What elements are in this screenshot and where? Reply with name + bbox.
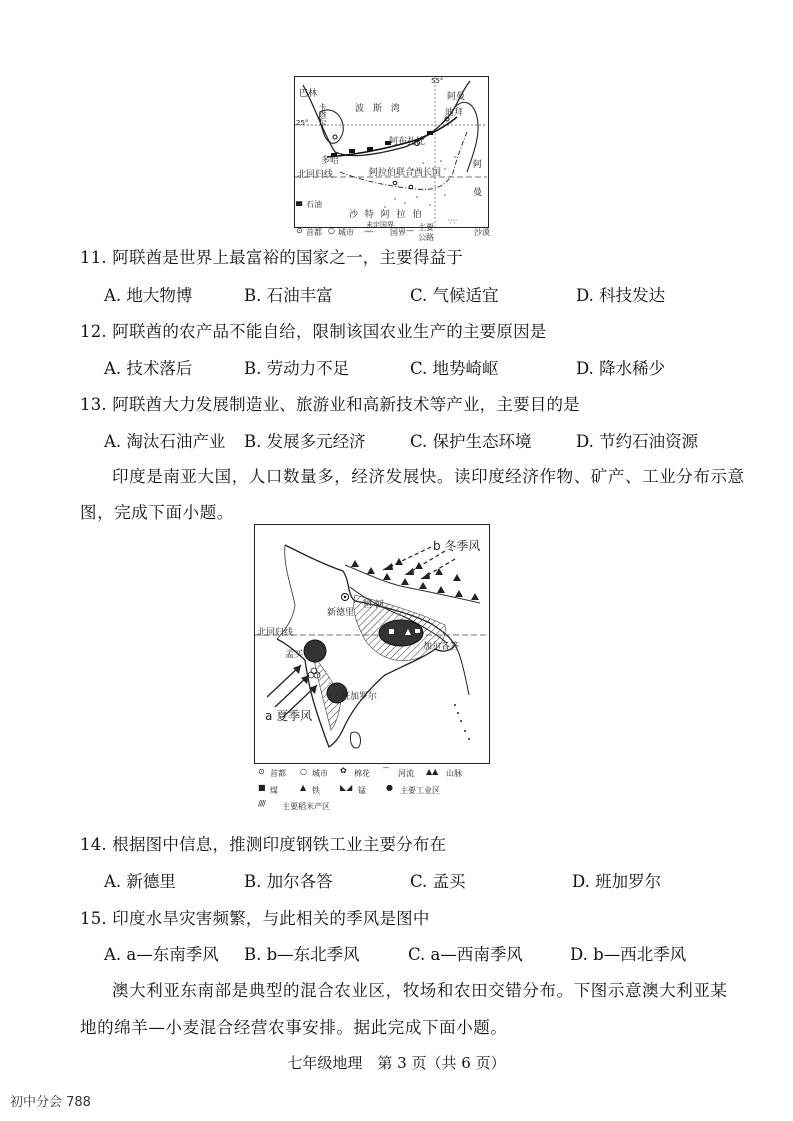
capital-legend-icon: ⊙ — [258, 767, 265, 776]
q14-option-b[interactable]: B. 加尔各答 — [244, 872, 333, 891]
map1-label-oman-right-1: 阿 — [473, 160, 483, 170]
q13-option-a[interactable]: A. 淘汰石油产业 — [104, 432, 226, 451]
legend-oil-label: 石油 — [306, 200, 322, 209]
map2-legend-mountain: 山脉 — [446, 769, 462, 778]
india-map — [254, 524, 490, 764]
q15-option-a[interactable]: A. a—东南季风 — [104, 945, 219, 964]
q14-option-c[interactable]: C. 孟买 — [410, 872, 466, 891]
map1-label-oman-right-2: 曼 — [473, 188, 483, 198]
city-legend-icon: ○ — [328, 226, 335, 235]
question-11-stem: 11. 阿联酋是世界上最富裕的国家之一，主要得益于 — [80, 248, 463, 267]
map1-label-uae: 阿拉伯联合酋长国 — [369, 168, 442, 178]
industrial-legend-icon: ● — [386, 783, 393, 792]
question-15-stem: 15. 印度水旱灾害频繁，与此相关的季风是图中 — [80, 909, 430, 928]
page-footer: 七年级地理 第 3 页（共 6 页） — [287, 1054, 506, 1072]
uae-map — [294, 76, 489, 228]
oil-legend-icon: ▄ — [296, 197, 303, 206]
capital-legend-icon: ⊙ — [296, 226, 303, 235]
river-legend-icon: ⌒ — [382, 767, 390, 776]
source-stamp: 初中分会 788 — [10, 1095, 91, 1110]
map1-label-persian-gulf: 波 斯 湾 — [355, 104, 403, 114]
legend-border-undefined-label: 未定国界 — [366, 221, 394, 229]
map2-legend-capital: 首都 — [270, 769, 286, 778]
map1-legend — [294, 197, 494, 242]
legend-desert-label: 沙漠 — [474, 228, 490, 237]
map1-label-lat: 25° — [296, 119, 309, 127]
q14-option-d[interactable]: D. 班加罗尔 — [572, 872, 662, 891]
q12-option-a[interactable]: A. 技术落后 — [104, 359, 193, 378]
question-13-stem: 13. 阿联酋大力发展制造业、旅游业和高新技术等产业，主要目的是 — [80, 395, 580, 414]
map2-legend-cotton: 棉花 — [354, 769, 370, 778]
map2-label-bangalore: 班加罗尔 — [341, 692, 378, 702]
q14-option-a[interactable]: A. 新德里 — [104, 872, 176, 891]
highway-legend-icon: — — [406, 226, 414, 235]
map2-legend-rice: 主要稻米产区 — [282, 802, 330, 811]
legend-capital-label: 首都 — [306, 228, 322, 237]
map2-label-kolkata: 加尔各答 — [423, 642, 460, 652]
question-12-stem: 12. 阿联酋的农产品不能自给，限制该国农业生产的主要原因是 — [80, 322, 547, 341]
map1-label-abu-dhabi: 阿布扎比 — [389, 137, 426, 147]
iron-legend-icon: ▲ — [300, 783, 307, 792]
coal-legend-icon: ■ — [258, 783, 266, 792]
city-legend-icon: ○ — [300, 767, 307, 776]
map2-legend-manganese: 锰 — [358, 786, 366, 795]
map1-label-bahrain: 巴林 — [299, 89, 318, 99]
rice-legend-icon: //// — [258, 799, 265, 808]
map2-label-summer-monsoon: a 夏季风 — [265, 709, 313, 723]
q15-option-d[interactable]: D. b—西北季风 — [570, 945, 687, 964]
map2-legend-coal: 煤 — [270, 786, 278, 795]
q12-option-d[interactable]: D. 降水稀少 — [576, 359, 666, 378]
q12-option-b[interactable]: B. 劳动力不足 — [244, 359, 350, 378]
legend-border-label: 国界 — [390, 228, 406, 237]
map2-label-winter-monsoon: b 冬季风 — [433, 539, 481, 553]
question-14-stem: 14. 根据图中信息，推测印度钢铁工业主要分布在 — [80, 835, 447, 854]
q15-option-b[interactable]: B. b—东北季风 — [244, 945, 360, 964]
india-intro-line-2: 图，完成下面小题。 — [80, 503, 234, 522]
q13-option-d[interactable]: D. 节约石油资源 — [576, 432, 699, 451]
q12-option-c[interactable]: C. 地势崎岖 — [410, 359, 499, 378]
desert-legend-icon: ∵∵ — [448, 218, 457, 226]
q11-option-c[interactable]: C. 气候适宜 — [410, 286, 499, 305]
map2-legend-river: 河流 — [398, 769, 414, 778]
map2-label-mumbai: 孟买 — [285, 650, 304, 660]
manganese-legend-icon: ◣◢ — [340, 783, 353, 792]
australia-intro-line-1: 澳大利亚东南部是典型的混合农业区，牧场和农田交错分布。下图示意澳大利亚某 — [112, 981, 728, 1000]
map1-label-qatar: 卡塔尔 — [318, 103, 327, 127]
map2-label-tropic: 北回归线 — [257, 628, 294, 638]
india-intro-line-1: 印度是南亚大国，人口数量多，经济发展快。读印度经济作物、矿产、工业分布示意 — [112, 467, 745, 486]
mountain-legend-icon: ▲▲ — [426, 767, 439, 776]
q11-option-b[interactable]: B. 石油丰富 — [244, 286, 333, 305]
map1-label-dubai: 迪拜 — [445, 108, 464, 118]
q13-option-b[interactable]: B. 发展多元经济 — [244, 432, 366, 451]
map1-label-lon: 55° — [431, 77, 444, 85]
q13-option-c[interactable]: C. 保护生态环境 — [410, 432, 532, 451]
legend-highway-label-1: 主要 — [418, 223, 434, 232]
map2-legend-iron: 铁 — [312, 786, 320, 795]
map1-label-tropic: 北回归线 — [297, 170, 334, 180]
border-undefined-legend-icon: -·-·- — [364, 227, 373, 236]
australia-intro-line-2: 地的绵羊—小麦混合经营农事安排。据此完成下面小题。 — [80, 1018, 508, 1037]
map2-legend-industrial: 主要工业区 — [400, 786, 440, 795]
legend-highway-label-2: 公路 — [418, 233, 434, 242]
q11-option-d[interactable]: D. 科技发达 — [576, 286, 666, 305]
q15-option-c[interactable]: C. a—西南季风 — [408, 945, 523, 964]
map1-label-desert: 沙 特 阿 拉 伯 — [349, 210, 424, 220]
legend-city-label: 城市 — [338, 228, 354, 237]
map1-label-oman-top: 阿曼 — [447, 92, 466, 102]
map2-label-ganges: 恒 河 — [363, 600, 384, 610]
map2-legend-city: 城市 — [312, 769, 328, 778]
q11-option-a[interactable]: A. 地大物博 — [104, 286, 193, 305]
cotton-legend-icon: ✿ — [340, 766, 347, 775]
map1-label-doha: 多哈 — [321, 156, 340, 166]
map2-legend — [256, 767, 492, 815]
map2-label-new-delhi: 新德里 — [327, 608, 355, 618]
